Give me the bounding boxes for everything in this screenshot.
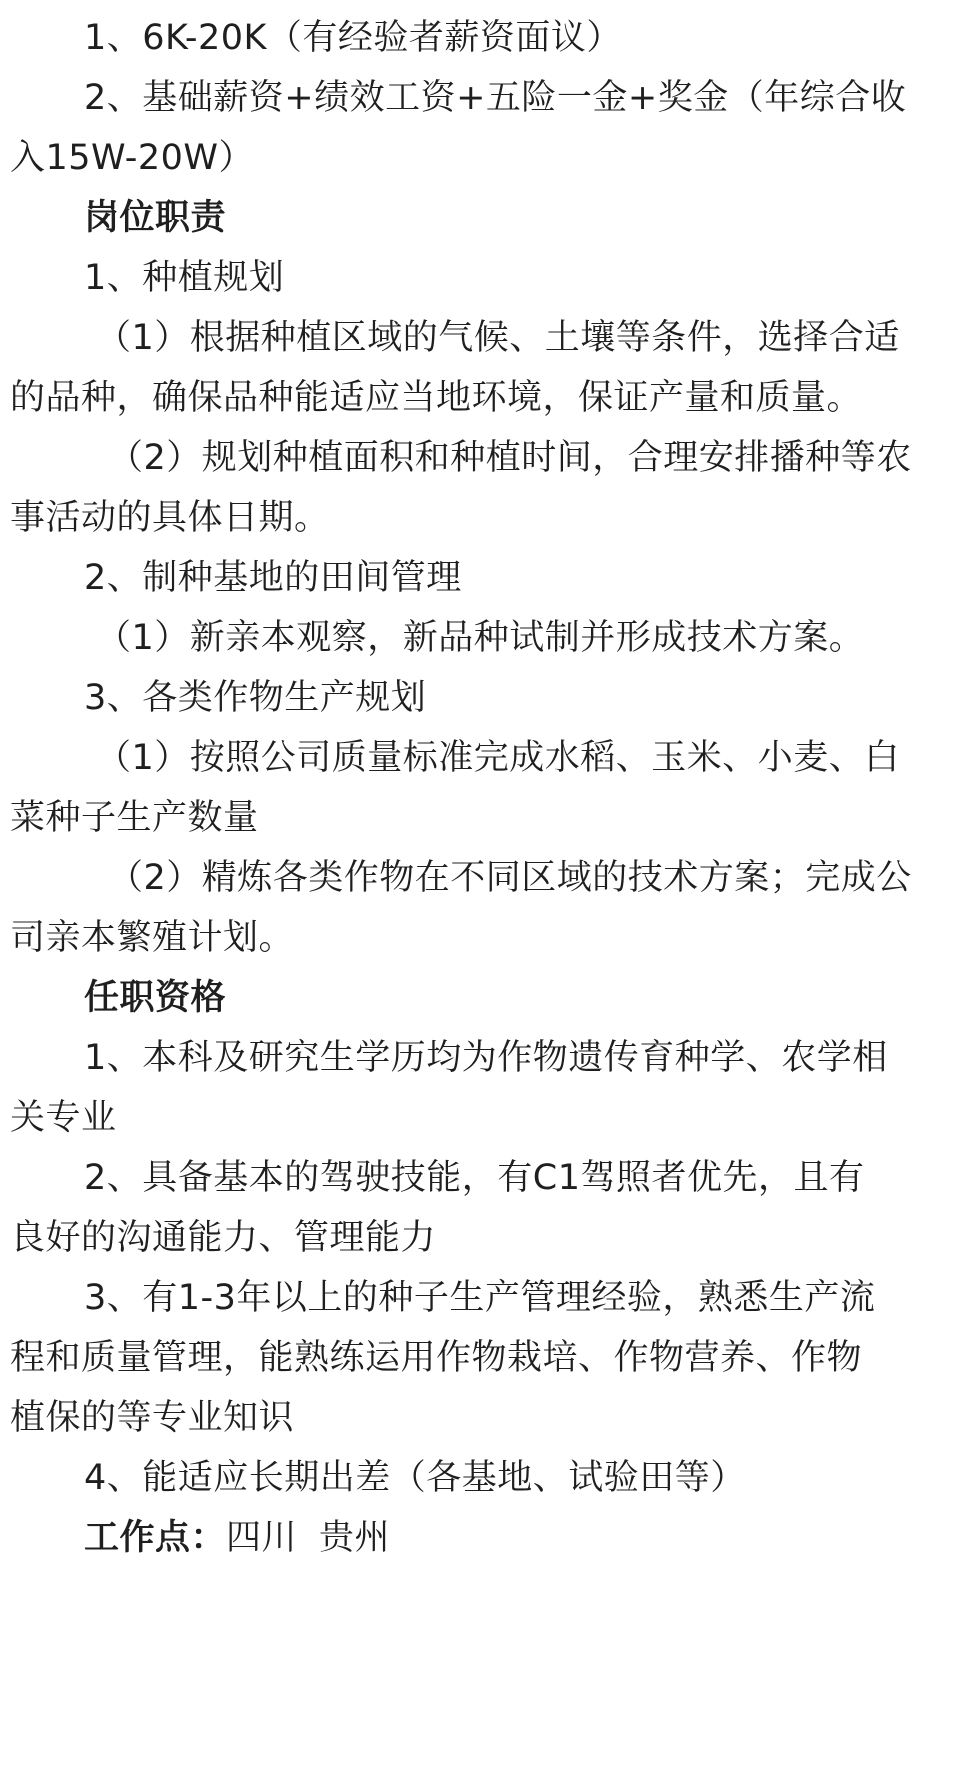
- responsibility-subitem: （2）规划种植面积和种植时间，合理安排播种等农: [108, 438, 912, 478]
- responsibility-item-3: 3、各类作物生产规划: [84, 678, 427, 718]
- work-location-city: 四川: [226, 1518, 298, 1558]
- salary-item-1: 1、6K-20K（有经验者薪资面议）: [84, 18, 622, 58]
- responsibility-subitem: （1）根据种植区域的气候、土壤等条件，选择合适: [96, 318, 900, 358]
- qualification-item-1-continued: 关专业: [10, 1098, 117, 1138]
- responsibility-subitem: （1）新亲本观察，新品种试制并形成技术方案。: [96, 618, 865, 658]
- qualification-item-4: 4、能适应长期出差（各基地、试验田等）: [84, 1458, 746, 1498]
- work-location-city: 贵州: [319, 1518, 391, 1558]
- responsibility-subitem-continued: 菜种子生产数量: [10, 798, 259, 838]
- work-location-label: 工作点：: [84, 1518, 227, 1558]
- qualification-item-3-continued: 程和质量管理，能熟练运用作物栽培、作物营养、作物: [10, 1338, 863, 1378]
- salary-item-2-continued: 入15W-20W）: [10, 138, 254, 178]
- qualification-item-2: 2、具备基本的驾驶技能，有C1驾照者优先，且有: [84, 1158, 865, 1198]
- salary-item-2: 2、基础薪资+绩效工资+五险一金+奖金（年综合收: [84, 78, 907, 118]
- qualification-item-3: 3、有1-3年以上的种子生产管理经验，熟悉生产流: [84, 1278, 876, 1318]
- responsibility-subitem-continued: 事活动的具体日期。: [10, 498, 330, 538]
- qualification-item-1: 1、本科及研究生学历均为作物遗传育种学、农学相: [84, 1038, 888, 1078]
- qualification-item-3-continued: 植保的等专业知识: [10, 1398, 295, 1438]
- qualification-item-2-continued: 良好的沟通能力、管理能力: [10, 1218, 437, 1258]
- responsibility-subitem: （1）按照公司质量标准完成水稻、玉米、小麦、白: [96, 738, 900, 778]
- section-heading-qualifications: 任职资格: [84, 978, 227, 1018]
- responsibility-subitem-continued: 的品种，确保品种能适应当地环境，保证产量和质量。: [10, 378, 863, 418]
- work-location: [0, 1504, 963, 1572]
- responsibility-subitem: （2）精炼各类作物在不同区域的技术方案；完成公: [108, 858, 912, 898]
- responsibility-item-1: 1、种植规划: [84, 258, 285, 298]
- responsibility-subitem-continued: 司亲本繁殖计划。: [10, 918, 295, 958]
- section-heading-responsibilities: 岗位职责: [84, 198, 227, 238]
- responsibility-item-2: 2、制种基地的田间管理: [84, 558, 462, 598]
